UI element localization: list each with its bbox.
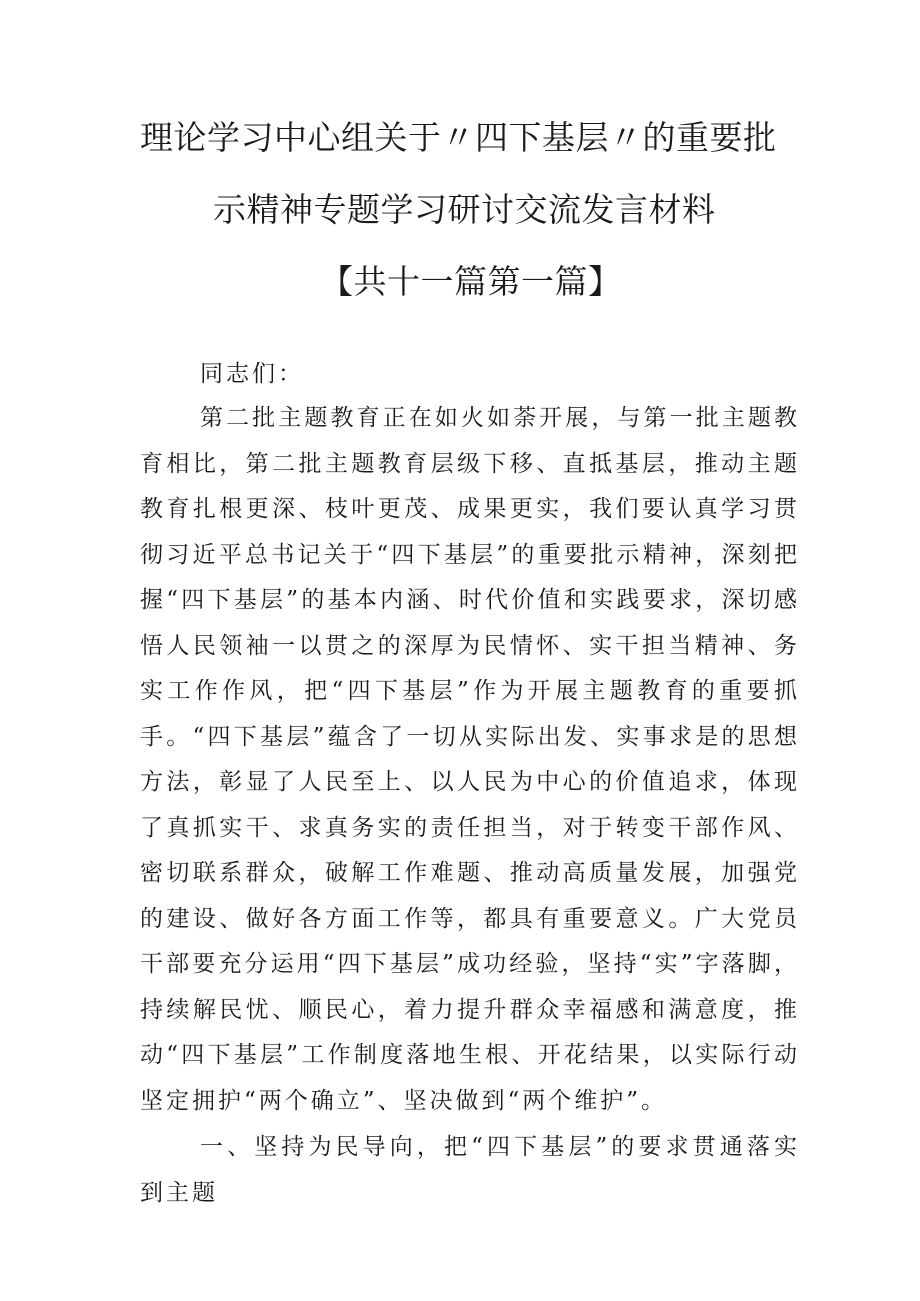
section-heading-1: 一、坚持为民导向，把“四下基层”的要求贯通落实到主题 (140, 1134, 800, 1206)
salutation: 同志们： (200, 361, 304, 387)
document-title-line-1: 理论学习中心组关于〃四下基层〃的重要批 (140, 118, 777, 157)
body-paragraph-1: 第二批主题教育正在如火如荼开展，与第一批主题教育相比，第二批主题教育层级下移、直抵基层，推动主题教育扎根更深、枝叶更茂、成果更实，我们要认真学习贯彻习近平总书记关于“四下基层”的重要批示精神，深刻把握“四下基层”的基本内涵、时代价值和实践要求，深切感悟人民领袖一以贯之的深厚为民情怀、实干担当精神、务实工作作风，把“四下基层”作为开展主题教育的重要抓手。“四下基层”蕴含了一切从实际出发、实事求是的思想方法，彰显了人民至上、以人民为中心的价值追求，体现了真抓实干、求真务实的责任担当，对于转变干部作风、密切联系群众，破解工作难题、推动高质量发展，加强党的建设、做好各方面工作等，都具有重要意义。广大党员干部要充分运用“四下基层”成功经验，坚持“实”字落脚，持续解民忧、顺民心，着力提升群众幸福感和满意度，推动“四下基层”工作制度落地生根、开花结果，以实际行动坚定拥护“两个确立”、坚决做到“两个维护”。 (140, 405, 800, 1114)
document-title-line-2: 示精神专题学习研讨交流发言材料 (213, 190, 716, 229)
document-title-line-3: 【共十一篇第一篇】 (320, 262, 622, 301)
